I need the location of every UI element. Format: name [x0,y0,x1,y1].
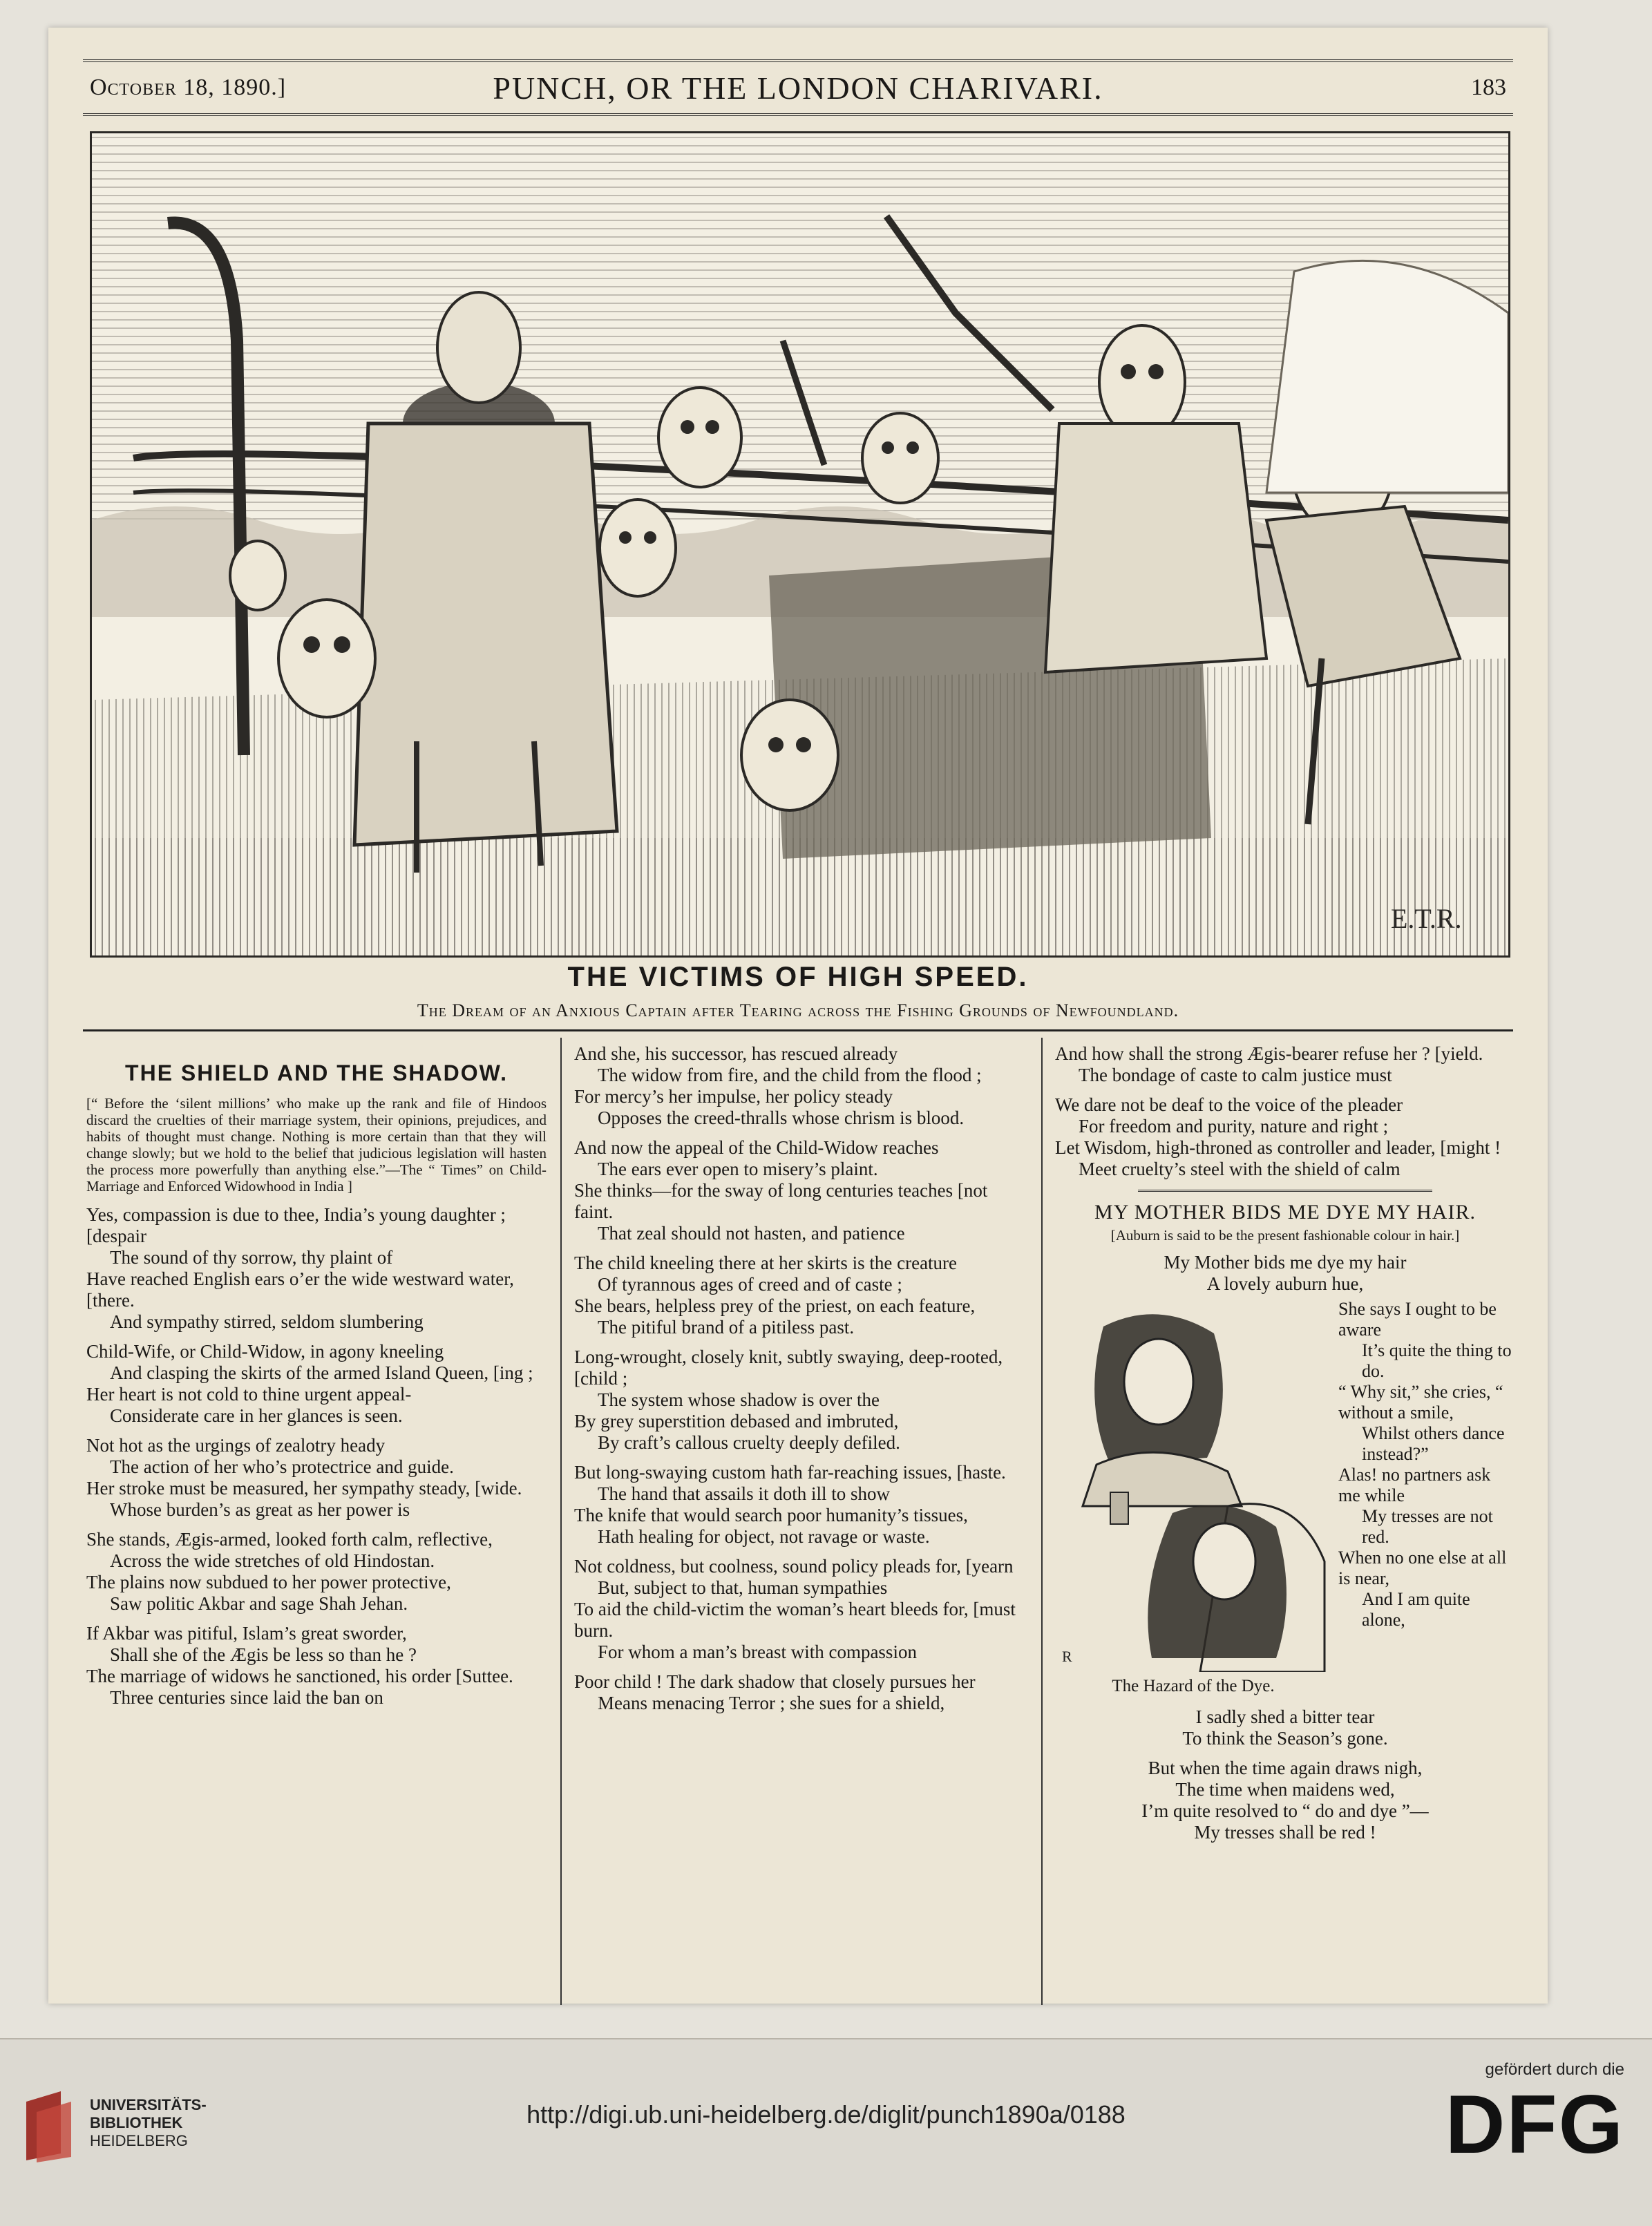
verse-line: Whilst others dance instead?” [1362,1423,1505,1464]
verse-line: Opposes the creed-thralls whose chrism is blood. [598,1107,965,1128]
stanza [574,1043,1027,1129]
verse-line: Let Wisdom, high-throned as controller and leader, [might ! [1055,1137,1501,1158]
page-header [83,59,1513,116]
poem-note: [Auburn is said to be the present fashionable colour in hair.] [1110,1227,1460,1244]
verse-line: The marriage of widows he sanctioned, his order [Suttee. [86,1666,513,1686]
verse-line: The sound of thy sorrow, thy plaint of [110,1247,393,1268]
verse-line: Not coldness, but coolness, sound policy pleads for, [yearn [574,1556,1014,1577]
poem-epigraph: [“ Before the ‘silent millions’ who make up the rank and file of Hindoos discard the cruelties of their marriage system, their opinions, prejudices, and habits of thought must change. Nothing is more certain than that they will change slowly; but we hold to the belief that judicious legislation will hasten the process more powerfully than anything else.”—The “ Times” on Child-Marriage and Enforced Widowhood in India ] [86,1095,547,1195]
verse-line: For freedom and purity, nature and right ; [1079,1116,1389,1136]
verse-line: It’s quite the thing to do. [1362,1340,1512,1381]
dfg-logo: DFG [1445,2078,1624,2171]
verse-line: Yes, compassion is due to thee, India’s young daughter ; [despair [86,1204,506,1246]
verse-beside-illustration [1338,1299,1515,1630]
verse-line: The hand that assails it doth ill to show [598,1483,890,1504]
verse-line: She stands, Ægis-armed, looked forth calm, reflective, [86,1529,493,1550]
stanza [574,1137,1027,1244]
verse-line: We dare not be deaf to the voice of the pleader [1055,1094,1403,1115]
funded-by-label: gefördert durch die [1485,2060,1624,2079]
illustrated-verse [1055,1299,1515,1706]
verse-line: The bondage of caste to calm justice must [1079,1065,1392,1085]
verse-line: The plains now subdued to her power protective, [86,1572,451,1592]
verse-line: The widow from fire, and the child from the flood ; [598,1065,982,1085]
verse-line: The time when maidens wed, [1175,1779,1395,1800]
verse-line: Not hot as the urgings of zealotry heady [86,1435,386,1456]
verse-line: My tresses shall be red ! [1194,1822,1376,1843]
cartoon-title: THE VICTIMS OF HIGH SPEED. [567,962,1029,992]
verse-line: Of tyrannous ages of creed and of caste ; [598,1274,902,1295]
svg-text:R: R [1062,1648,1072,1665]
poem-stanzas [574,1043,1027,1714]
verse-line: She says I ought to be aware [1338,1299,1497,1340]
verse-line: Means menacing Terror ; she sues for a shield, [598,1693,945,1713]
verse-line: And I am quite alone, [1362,1589,1470,1630]
verse-line: That zeal should not hasten, and patience [598,1223,905,1244]
verse-line: A lovely auburn hue, [1206,1273,1364,1294]
stanza [86,1435,547,1521]
section-rule [83,1029,1513,1031]
library-name-line: BIBLIOTHEK [90,2114,183,2131]
stanza [574,1671,1027,1714]
source-url[interactable]: http://digi.ub.uni-heidelberg.de/diglit/punch1890a/0188 [526,2100,1126,2129]
masthead: PUNCH, OR THE LONDON CHARIVARI. [493,70,1103,106]
verse-line: And sympathy stirred, seldom slumbering [110,1311,424,1332]
verse-line: My Mother bids me dye my hair [1164,1252,1407,1273]
stanza [1055,1758,1515,1843]
cartoon-subtitle: The Dream of an Anxious Captain after Tearing across the Fishing Grounds of Newfoundland. [417,1000,1179,1020]
library-name-line: HEIDELBERG [90,2132,188,2149]
verse-line: And clasping the skirts of the armed Island Queen, [ing ; [110,1362,533,1383]
cartoon-drawing [92,133,1508,955]
verse-line: My tresses are not red. [1362,1506,1493,1547]
text-column-2 [567,1043,1034,2007]
page-number: 183 [1471,75,1506,100]
verse-line: By grey superstition debased and imbruted, [574,1411,899,1431]
funder-branding [1417,2060,1624,2205]
digitization-footer [0,2038,1652,2226]
issue-date: October 18, 1890.] [90,75,287,100]
verse-line: Shall she of the Ægis be less so than he ? [110,1644,417,1665]
text-column-1 [86,1043,553,2007]
stanza [574,1347,1027,1454]
verse-line: The knife that would search poor humanity’s tissues, [574,1505,968,1525]
verse-line: But long-swaying custom hath far-reaching issues, [haste. [574,1462,1006,1483]
stanza [1055,1094,1515,1180]
stanza [1055,1043,1515,1086]
stanza [574,1253,1027,1338]
poem-title: MY MOTHER BIDS ME DYE MY HAIR. [1094,1201,1476,1224]
stanza [86,1529,547,1615]
verse-line: The pitiful brand of a pitiless past. [598,1317,855,1338]
verse-line: Considerate care in her glances is seen. [110,1405,403,1426]
verse-line: The action of her who’s protectrice and guide. [110,1456,454,1477]
verse-line: She thinks—for the sway of long centuries teaches [not faint. [574,1180,988,1222]
verse-line: Have reached English ears o’er the wide westward water, [there. [86,1268,514,1311]
poem-closing [1055,1706,1515,1843]
stanza [86,1623,547,1709]
verse-line: Poor child ! The dark shadow that closely pursues her [574,1671,976,1692]
newspaper-page [48,28,1548,2004]
verse-line: I sadly shed a bitter tear [1195,1706,1375,1727]
verse-line: Long-wrought, closely knit, subtly swaying, deep-rooted, [child ; [574,1347,1003,1389]
verse-line: Hath healing for object, not ravage or waste. [598,1526,930,1547]
verse-line: By craft’s callous cruelty deeply defiled. [598,1432,900,1453]
cartoon-illustration [90,131,1510,958]
verse-line: The child kneeling there at her skirts is the creature [574,1253,958,1273]
verse-line: If Akbar was pitiful, Islam’s great sworder, [86,1623,407,1644]
poem-stanzas [1055,1043,1515,1180]
verse-line: When no one else at all is near, [1338,1548,1507,1588]
verse-line: For whom a man’s breast with compassion [598,1642,917,1662]
poem-separator [1138,1190,1432,1192]
verse-line: Saw politic Akbar and sage Shah Jehan. [110,1593,408,1614]
poem-title: THE SHIELD AND THE SHADOW. [125,1060,508,1085]
stanza [1055,1706,1515,1749]
verse-line: She bears, helpless prey of the priest, on each feature, [574,1295,976,1316]
column-divider [560,1038,562,2005]
stanza [86,1204,547,1333]
verse-line: The ears ever open to misery’s plaint. [598,1159,878,1179]
verse-line: I’m quite resolved to “ do and dye ”— [1141,1800,1429,1821]
verse-line: To think the Season’s gone. [1182,1728,1388,1749]
text-column-3 [1048,1043,1515,2007]
verse-line: For mercy’s her impulse, her policy steady [574,1086,893,1107]
verse-line: Alas! no partners ask me while [1338,1465,1491,1505]
stanza [574,1462,1027,1548]
verse-line: Meet cruelty’s steel with the shield of calm [1079,1159,1401,1179]
verse-line: “ Why sit,” she cries, “ without a smile, [1338,1382,1503,1423]
verse-line: Child-Wife, or Child-Widow, in agony kneeling [86,1341,444,1362]
verse-line: And she, his successor, has rescued already [574,1043,898,1064]
stanza [574,1556,1027,1663]
stanza [86,1341,547,1427]
verse-line: And how shall the strong Ægis-bearer refuse her ? [yield. [1055,1043,1483,1064]
verse-line: Her stroke must be measured, her sympathy steady, [wide. [86,1478,522,1499]
library-name-line: UNIVERSITÄTS- [90,2096,207,2113]
verse-line: And now the appeal of the Child-Widow reaches [574,1137,939,1158]
verse-line: Whose burden’s as great as her power is [110,1499,410,1520]
verse-line: Across the wide stretches of old Hindostan. [110,1550,435,1571]
artist-signature: E.T.R. [1391,903,1462,934]
poem-stanzas [86,1204,547,1709]
verse-line: Her heart is not cold to thine urgent appeal- [86,1384,412,1405]
verse-line: But, subject to that, human sympathies [598,1577,888,1598]
woman-dyeing-hair-illustration [1055,1299,1331,1672]
illustration-caption: The Hazard of the Dye. [1112,1677,1275,1695]
verse-line: The system whose shadow is over the [598,1389,880,1410]
verse-line: But when the time again draws nigh, [1148,1758,1423,1778]
verse-line: To aid the child-victim the woman’s heart bleeds for, [must burn. [574,1599,1016,1641]
poem-opening [1055,1252,1515,1295]
verse-line: Three centuries since laid the ban on [110,1687,383,1708]
column-divider [1041,1038,1043,2005]
